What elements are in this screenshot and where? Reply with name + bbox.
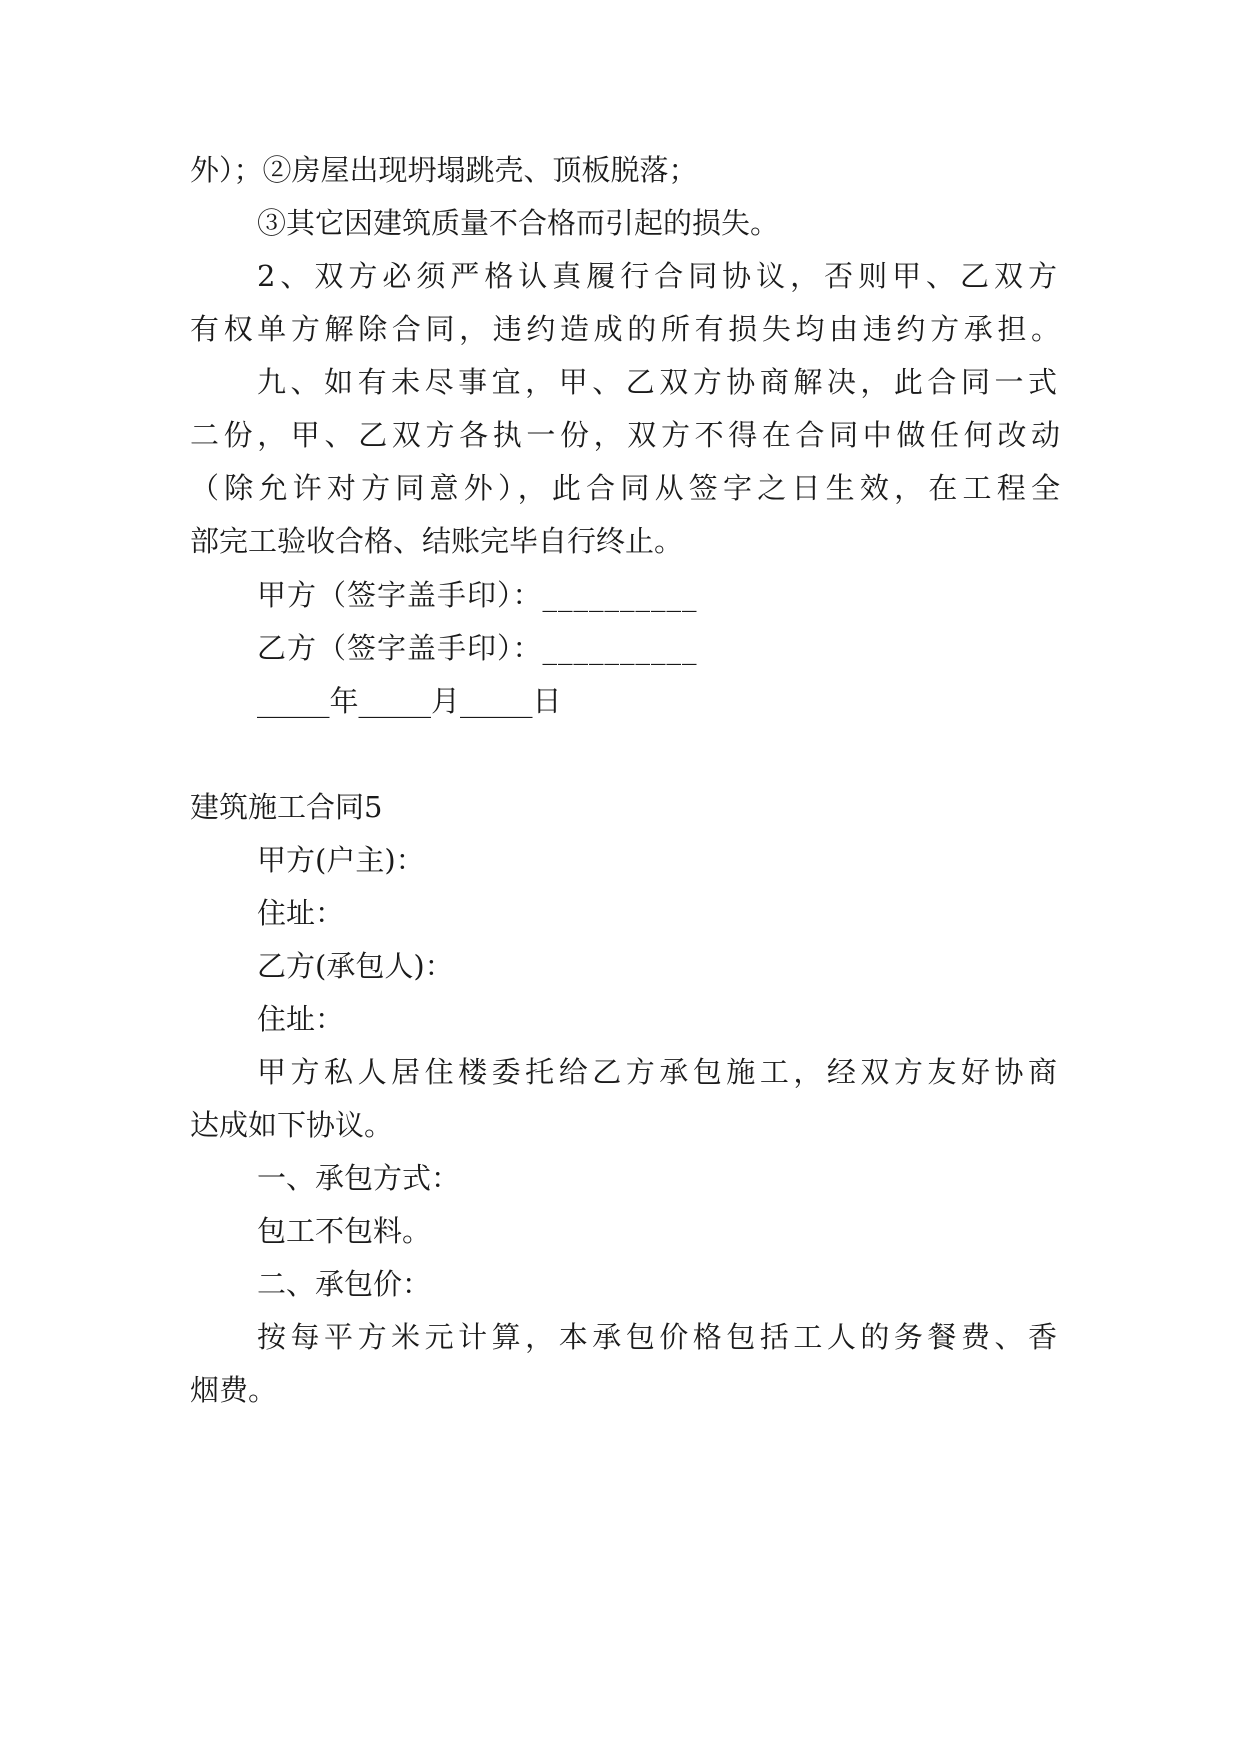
text-line: 乙方(承包人)： (257, 949, 454, 983)
text-line: 二份，甲、乙双方各执一份，双方不得在合同中做任何改动 (190, 418, 1060, 452)
text-line: 九、如有未尽事宜，甲、乙双方协商解决，此合同一式 (257, 365, 1057, 399)
text-line: 有权单方解除合同，违约造成的所有损失均由违约方承担。 (190, 312, 1060, 346)
text-line: 二、承包价： (257, 1267, 432, 1301)
party-b-signature-line: 乙方（签字盖手印）：__________ (257, 631, 698, 665)
text-line: （除允许对方同意外），此合同从签字之日生效，在工程全 (190, 471, 1060, 505)
text-line: 2、双方必须严格认真履行合同协议，否则甲、乙双方 (257, 259, 1057, 293)
party-a-signature-line: 甲方（签字盖手印）：__________ (257, 578, 698, 612)
text-line: 烟费。 (190, 1373, 278, 1407)
text-line: 住址： (257, 896, 345, 930)
section-title: 建筑施工合同5 (190, 790, 383, 824)
text-line: 按每平方米元计算，本承包价格包括工人的务餐费、香 (257, 1320, 1057, 1354)
text-line: 一、承包方式： (257, 1161, 461, 1195)
text-line: 外）；②房屋出现坍塌跳壳、顶板脱落； (190, 153, 698, 187)
text-line: 包工不包料。 (257, 1214, 432, 1248)
text-line: 住址： (257, 1002, 345, 1036)
text-line: ③其它因建筑质量不合格而引起的损失。 (257, 206, 780, 240)
text-line: 甲方(户主)： (257, 843, 425, 877)
text-line: 部完工验收合格、结账完毕自行终止。 (190, 524, 684, 558)
text-line: 甲方私人居住楼委托给乙方承包施工，经双方友好协商 (257, 1055, 1057, 1089)
date-line: _____年_____月_____日 (257, 684, 562, 718)
text-line: 达成如下协议。 (190, 1108, 394, 1142)
